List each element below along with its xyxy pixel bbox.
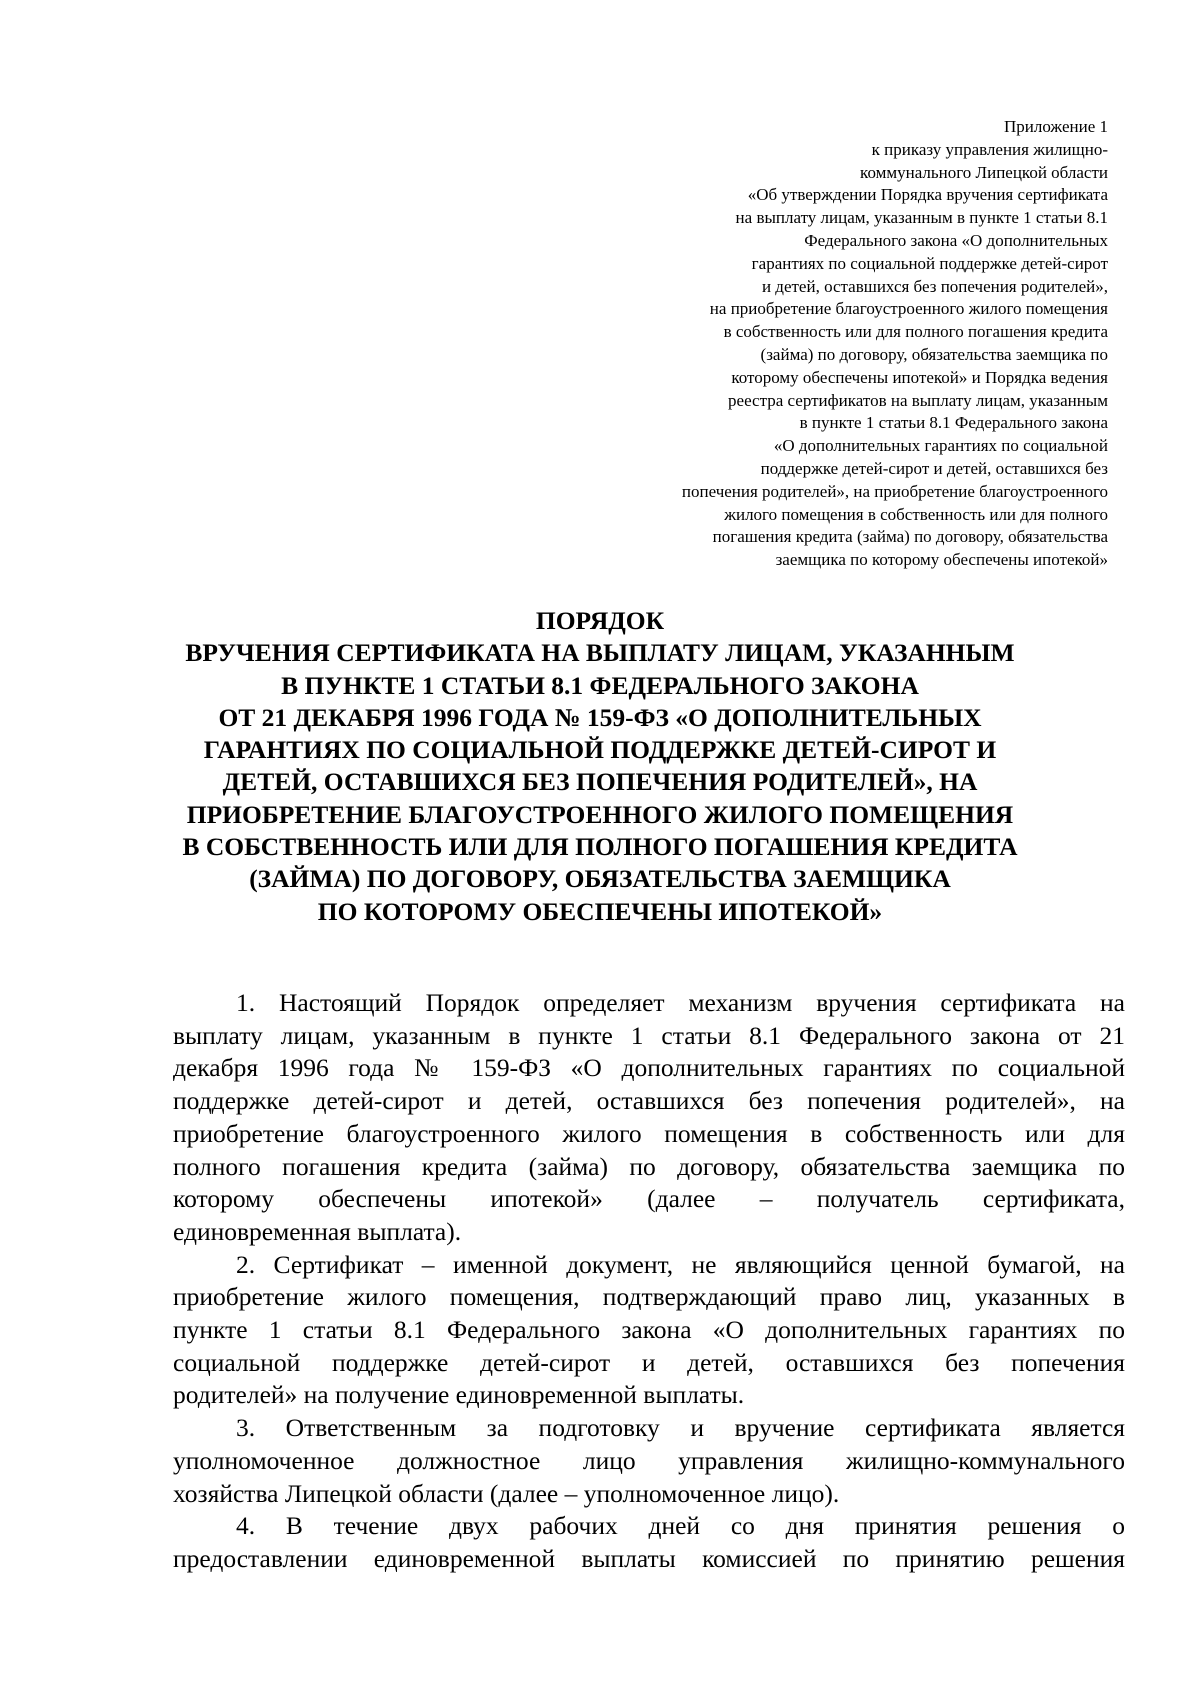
title-line: ПРИОБРЕТЕНИЕ БЛАГОУСТРОЕННОГО ЖИЛОГО ПОМЕЩЕНИЯ (186, 799, 1014, 829)
appendix-line: которому обеспечены ипотекой» и Порядка ведения (731, 367, 1108, 387)
appendix-line: жилого помещения в собственность или для полного (724, 504, 1108, 524)
title-line: ПО КОТОРОМУ ОБЕСПЕЧЕНЫ ИПОТЕКОЙ» (317, 896, 883, 926)
appendix-line: Федерального закона «О дополнительных (804, 230, 1108, 250)
appendix-line: коммунального Липецкой области (860, 162, 1108, 182)
paragraph-1 (173, 987, 1125, 1249)
body-line: 3. Ответственным за подготовку и вручение сертификата является (236, 1413, 1125, 1443)
appendix-line: погашения кредита (займа) по договору, обязательства (712, 527, 1108, 547)
appendix-line: заемщика по которому обеспечены ипотекой» (775, 550, 1108, 570)
appendix-line: к приказу управления жилищно- (871, 139, 1108, 159)
body-line: 1. Настоящий Порядок определяет механизм вручения сертификата на (236, 988, 1125, 1017)
appendix-line: «Об утверждении Порядка вручения сертификата (747, 185, 1108, 205)
body-line: декабря 1996 года № 159-ФЗ «О дополнительных гарантиях по социальной (173, 1053, 1125, 1083)
title-line: (ЗАЙМА) ПО ДОГОВОРУ, ОБЯЗАТЕЛЬСТВА ЗАЕМЩИКА (249, 864, 951, 894)
body-line: поддержке детей-сирот и детей, оставшихся без попечения родителей», на (173, 1086, 1125, 1116)
body-line: социальной поддержке детей-сирот и детей, оставшихся без попечения (173, 1347, 1125, 1377)
body-line: приобретение жилого помещения, подтверждающий право лиц, указанных в (173, 1282, 1125, 1312)
body-line: выплату лицам, указанным в пункте 1 статьи 8.1 Федерального закона от 21 (173, 1020, 1125, 1050)
body-line: уполномоченное должностное лицо управления жилищно-коммунального (173, 1445, 1125, 1475)
appendix-header (468, 116, 1108, 572)
body-line: приобретение благоустроенного жилого помещения в собственность или для (173, 1118, 1125, 1148)
appendix-line: попечения родителей», на приобретение благоустроенного (681, 481, 1108, 501)
document-title (150, 605, 1050, 928)
appendix-line: поддержке детей-сирот и детей, оставшихся без (760, 458, 1108, 478)
appendix-line: и детей, оставшихся без попечения родителей», (761, 276, 1108, 296)
appendix-line: гарантиях по социальной поддержке детей-сирот (751, 253, 1108, 273)
body-line: хозяйства Липецкой области (далее – уполномоченное лицо). (173, 1478, 840, 1508)
body-line: 2. Сертификат – именной документ, не являющийся ценной бумагой, на (236, 1249, 1125, 1279)
appendix-line: Приложение 1 (1004, 117, 1108, 136)
appendix-line: на выплату лицам, указанным в пункте 1 статьи 8.1 (735, 208, 1108, 228)
appendix-line: в пункте 1 статьи 8.1 Федерального закона (799, 413, 1108, 433)
title-line: ОТ 21 ДЕКАБРЯ 1996 ГОДА № 159-ФЗ «О ДОПОЛНИТЕЛЬНЫХ (218, 702, 982, 732)
paragraph-3 (173, 1412, 1125, 1510)
body-line: пункте 1 статьи 8.1 Федерального закона «О дополнительных гарантиях по (173, 1315, 1125, 1345)
title-line: ГАРАНТИЯХ ПО СОЦИАЛЬНОЙ ПОДДЕРЖКЕ ДЕТЕЙ-СИРОТ И (203, 735, 997, 765)
body-line: предоставлении единовременной выплаты комиссией по принятию решения (173, 1543, 1125, 1573)
paragraph-2 (173, 1249, 1125, 1413)
body-line: полного погашения кредита (займа) по договору, обязательства заемщика по (173, 1151, 1125, 1181)
appendix-line: в собственность или для полного погашения кредита (723, 322, 1108, 342)
body-line: которому обеспечены ипотекой» (далее – получатель сертификата, (173, 1184, 1125, 1214)
appendix-line: (займа) по договору, обязательства заемщика по (760, 344, 1108, 364)
appendix-line: «О дополнительных гарантиях по социальной (773, 436, 1108, 456)
title-line: В СОБСТВЕННОСТЬ ИЛИ ДЛЯ ПОЛНОГО ПОГАШЕНИЯ КРЕДИТА (182, 832, 1018, 862)
body-line: единовременная выплата). (173, 1216, 462, 1246)
body-line: родителей» на получение единовременной выплаты. (173, 1380, 745, 1410)
paragraph-4 (173, 1510, 1125, 1575)
title-line: ВРУЧЕНИЯ СЕРТИФИКАТА НА ВЫПЛАТУ ЛИЦАМ, УКАЗАННЫМ (185, 638, 1015, 668)
title-line: ПОРЯДОК (535, 606, 665, 635)
title-line: ДЕТЕЙ, ОСТАВШИХСЯ БЕЗ ПОПЕЧЕНИЯ РОДИТЕЛЕЙ», НА (222, 767, 978, 797)
document-body (173, 987, 1125, 1576)
appendix-line: на приобретение благоустроенного жилого помещения (709, 299, 1108, 319)
title-line: В ПУНКТЕ 1 СТАТЬИ 8.1 ФЕДЕРАЛЬНОГО ЗАКОНА (281, 670, 919, 700)
body-line: 4. В течение двух рабочих дней со дня принятия решения о (236, 1511, 1125, 1541)
appendix-line: реестра сертификатов на выплату лицам, указанным (728, 390, 1108, 410)
